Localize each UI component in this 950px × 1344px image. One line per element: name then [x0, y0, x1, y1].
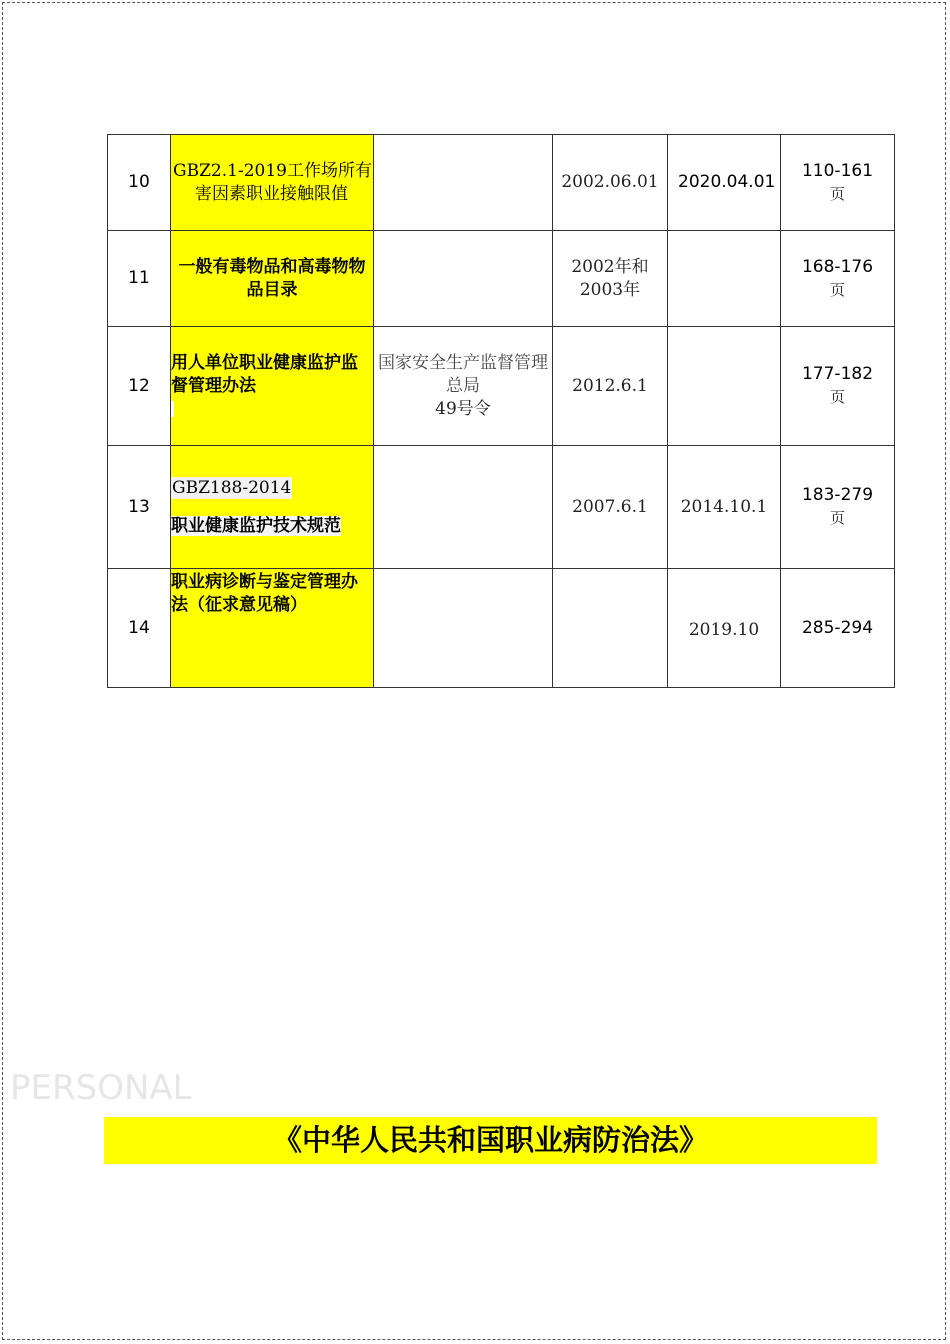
doc-name: GBZ2.1-2019工作场所有害因素职业接触限值 [171, 135, 374, 231]
revised-date: 2019.10 [668, 569, 781, 688]
table-row [108, 231, 895, 327]
row-number: 14 [108, 569, 171, 688]
revised-date: 2020.04.01 [668, 135, 781, 231]
pages-cell: 177-182 页 [781, 327, 895, 446]
table-row [108, 327, 895, 446]
issuer-cell [374, 135, 553, 231]
watermark: PERSONAL [10, 1068, 192, 1108]
table-row [108, 446, 895, 569]
row-number: 10 [108, 135, 171, 231]
pages-cell: 168-176 页 [781, 231, 895, 327]
revised-date: 2014.10.1 [668, 446, 781, 569]
row-number: 13 [108, 446, 171, 569]
doc-name: 职业病诊断与鉴定管理办法（征求意见稿） [171, 569, 374, 688]
revised-date [668, 327, 781, 446]
issued-date: 2007.6.1 [553, 446, 668, 569]
doc-name: GBZ188-2014 职业健康监护技术规范 [171, 446, 374, 569]
document-table [107, 134, 895, 688]
standard-code: GBZ188-2014 [172, 478, 292, 498]
table-row [108, 569, 895, 688]
issued-date: 2002年和 2003年 [553, 231, 668, 327]
pages-cell: 285-294 [781, 569, 895, 688]
revised-date [668, 231, 781, 327]
issued-date: 2012.6.1 [553, 327, 668, 446]
banner-title: 《中华人民共和国职业病防治法》 [104, 1117, 877, 1164]
issued-date [553, 569, 668, 688]
doc-name: 一般有毒物品和高毒物物品目录 [171, 231, 374, 327]
row-number: 11 [108, 231, 171, 327]
issuer-cell [374, 569, 553, 688]
table-row [108, 135, 895, 231]
text-cursor-mark [171, 401, 174, 417]
issued-date: 2002.06.01 [553, 135, 668, 231]
issuer-cell [374, 446, 553, 569]
issuer-cell [374, 231, 553, 327]
pages-cell: 183-279 页 [781, 446, 895, 569]
issuer-cell: 国家安全生产监督管理总局 49号令 [374, 327, 553, 446]
doc-name: 用人单位职业健康监护监督管理办法 [171, 327, 374, 446]
row-number: 12 [108, 327, 171, 446]
pages-cell: 110-161 页 [781, 135, 895, 231]
